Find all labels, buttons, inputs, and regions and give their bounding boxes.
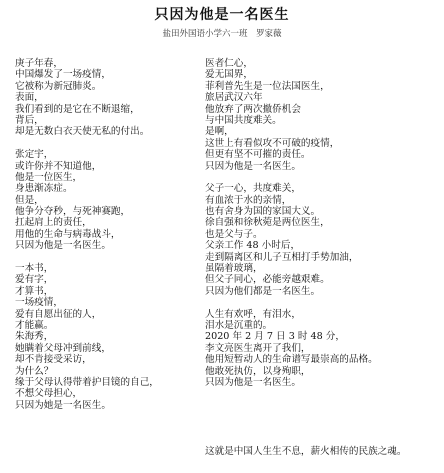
poem-line: 与中国共度难关。 xyxy=(205,114,282,126)
poem-line: 庚子年春， xyxy=(15,58,63,69)
poem-line: 徐自强和徐秋菀是两位医生， xyxy=(205,217,330,229)
author-byline: 盐田外国语小学六一班 罗家薇 xyxy=(162,29,282,39)
poem-line: 他是一位医生， xyxy=(15,171,83,183)
poem-line: 医者仁心， xyxy=(205,58,253,69)
poem-line: 不想父母担心， xyxy=(15,388,83,400)
poem-line: 但父子同心，必能旁越艰难。 xyxy=(205,274,330,286)
poem-line: 泪水是沉重的。 xyxy=(205,319,273,331)
poem-line: 扛起肩上的责任， xyxy=(15,217,92,229)
poem-line: 她瞒着父母冲到前线， xyxy=(15,342,111,354)
poem-line: 却不肯接受采访， xyxy=(15,354,92,366)
poem-line: 朱海秀， xyxy=(15,331,54,343)
poem-line: 也是父与子。 xyxy=(205,228,263,240)
poem-line: 是啊， xyxy=(205,126,234,138)
poem-line: 一本书， xyxy=(15,263,54,275)
poem-line: 用他的生命与病毒战斗， xyxy=(15,228,121,240)
poem-line: 才能赢。 xyxy=(15,319,54,331)
poem-line xyxy=(205,297,441,308)
poem-line: 2020 年 2 月 7 日 3 时 48 分， xyxy=(205,331,345,343)
poem-line: 背后， xyxy=(15,114,44,126)
poem-line: 或许你并不知道他， xyxy=(15,160,102,172)
poem-line: 父子一心，共度难关， xyxy=(205,183,301,195)
poem-line: 虽隔着玻璃， xyxy=(205,263,263,275)
poem-line: 他放弃了两次撤侨机会 xyxy=(205,103,301,115)
poem-line: 人生有欢呼，有泪水， xyxy=(205,308,301,320)
poem-title: 只因为他是一名医生 xyxy=(154,7,290,23)
poem-line: 张定宇， xyxy=(15,149,54,161)
poem-line: 但是， xyxy=(15,194,44,206)
poem-line: 缘于父母认得带着护目镜的自己， xyxy=(15,376,159,388)
poem-line: 为什么？ xyxy=(15,365,54,377)
poem-line: 只因为他是一名医生。 xyxy=(205,160,301,172)
poem-line: 只因为她是一名医生。 xyxy=(15,399,111,411)
poem-line: 爱无国界， xyxy=(205,69,253,81)
poem-right-column xyxy=(205,58,441,388)
poem-line: 爱有自愿出征的人， xyxy=(15,308,102,320)
poem-left-column xyxy=(15,58,205,411)
poem-line: 一场疫情， xyxy=(15,297,63,309)
poem-line: 中国爆发了一场疫情， xyxy=(15,69,111,81)
poem-line: 旅居武汉六年 xyxy=(205,92,263,104)
poem-line: 身患渐冻症。 xyxy=(15,183,73,195)
poem-line: 他敢死执仿，以身殉职， xyxy=(205,365,311,377)
poem-line: 只因为他们都是一名医生。 xyxy=(205,285,321,297)
poem-line: 却是无数白衣天使无私的付出。 xyxy=(15,126,150,138)
poem-line: 它被称为新冠肺炎。 xyxy=(15,80,102,92)
poem-line: 才算书， xyxy=(15,285,54,297)
poem-line: 这世上有看似攻不可破的疫情， xyxy=(205,137,340,149)
poem-line: 爱有字， xyxy=(15,274,54,286)
poem-line: 我们看到的是它在不断退缩， xyxy=(15,103,140,115)
poem-line xyxy=(15,138,205,149)
closing-line: 这就是中国人生生不息，薪火相传的民族之魂。 xyxy=(205,446,407,457)
poem-line: 有血浓于水的亲情， xyxy=(205,194,292,206)
poem-line: 表面， xyxy=(15,92,44,104)
poem-line: 但更有坚不可摧的责任。 xyxy=(205,149,311,161)
poem-line: 也有舍身为国的家国大义。 xyxy=(205,206,321,218)
poem-line: 走到隔离区和儿子互相打手势加油， xyxy=(205,251,359,263)
poem-line: 李文亮医生离开了我们， xyxy=(205,342,311,354)
poem-line xyxy=(205,172,441,183)
poem-line: 父亲工作 48 小时后， xyxy=(205,240,301,252)
poem-line: 只因为他是一名医生。 xyxy=(15,240,111,252)
poem-line xyxy=(15,252,205,263)
poem-line: 他争分夺秒，与死神赛跑， xyxy=(15,206,131,218)
poem-line: 他用短暂动人的生命谱写最崇高的品格。 xyxy=(205,354,378,366)
poem-line: 只因为他是一名医生。 xyxy=(205,376,301,388)
poem-line: 菲利普先生是一位法国医生， xyxy=(205,80,330,92)
